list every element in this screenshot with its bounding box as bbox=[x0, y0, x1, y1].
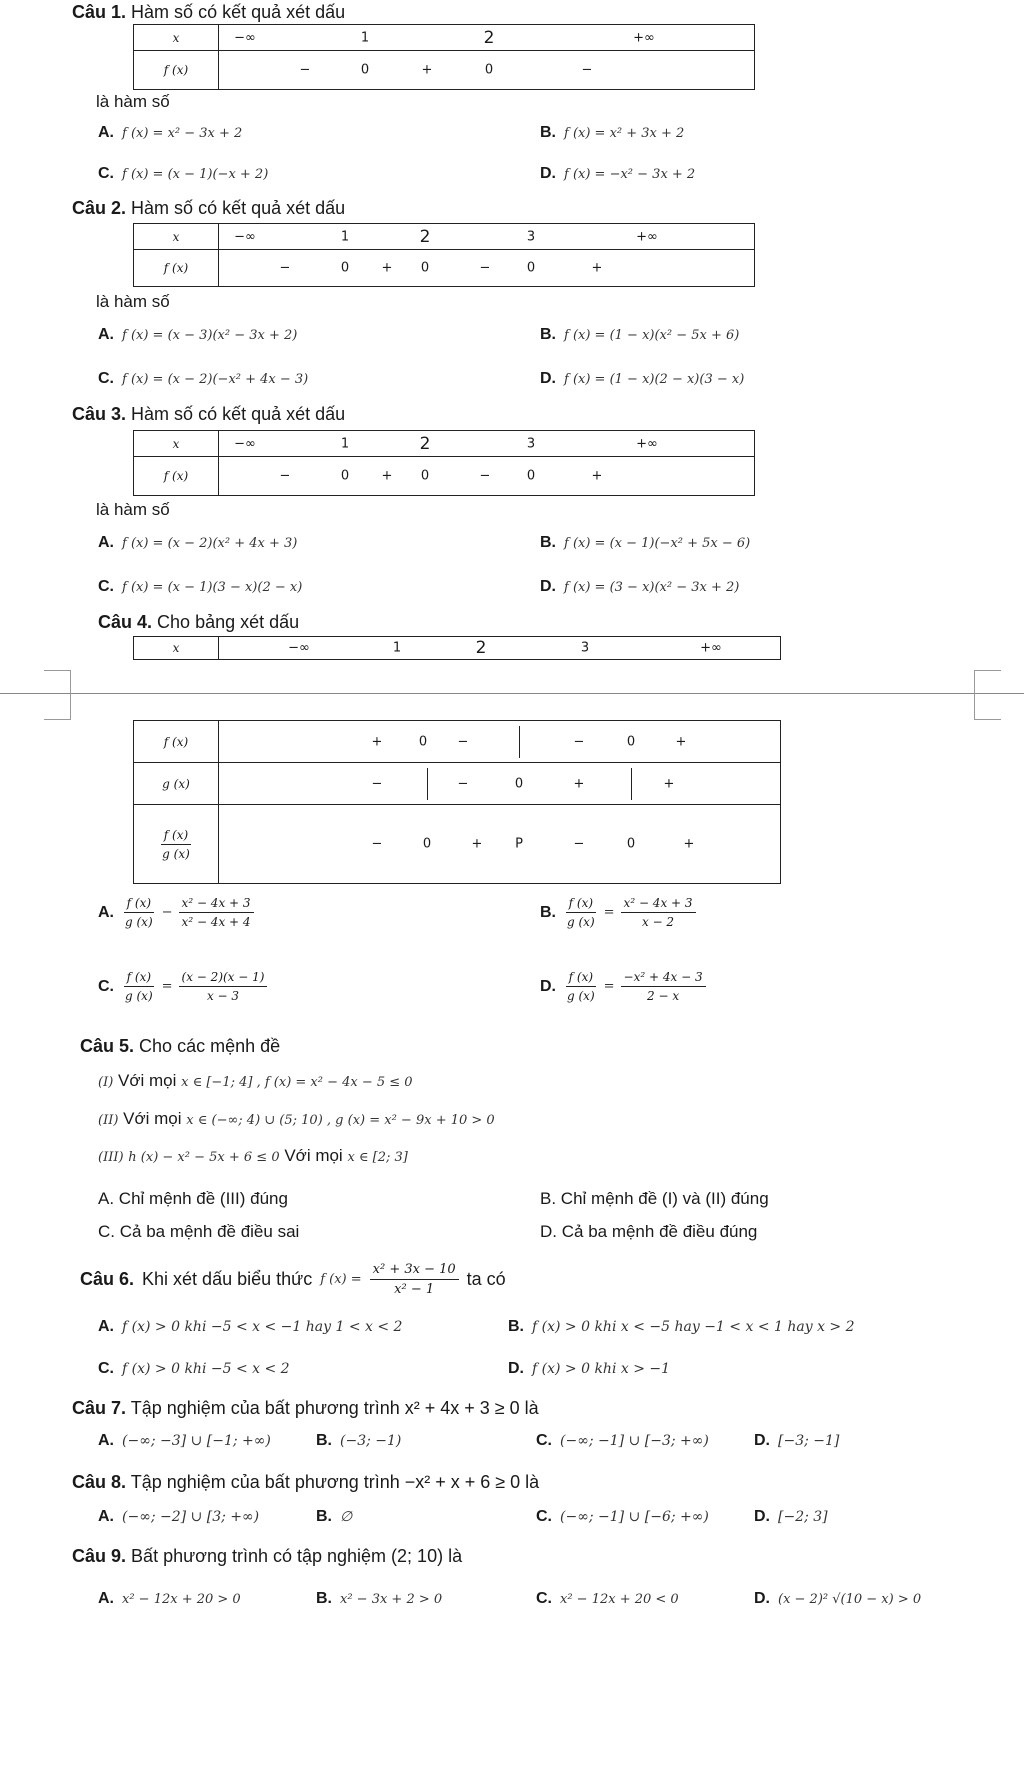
q1-f-mark: − bbox=[299, 62, 311, 78]
q9-option-d[interactable]: D. (x − 2)² √(10 − x) > 0 bbox=[754, 1590, 922, 1607]
q5-option-a[interactable]: A. Chỉ mệnh đề (III) đúng bbox=[98, 1189, 288, 1208]
q4-fg-mark: 0 bbox=[422, 836, 432, 852]
q4-g-mark: + bbox=[573, 776, 585, 791]
q7-option-c[interactable]: C. (−∞; −1] ∪ [−3; +∞) bbox=[536, 1432, 709, 1449]
q1-option-b[interactable]: B. f (x) = x² + 3x + 2 bbox=[540, 124, 685, 141]
q2-f-mark: 0 bbox=[526, 260, 536, 276]
q3-f-mark: − bbox=[279, 468, 291, 484]
q3-x-mark: 3 bbox=[526, 436, 536, 451]
q1-x-mark: −∞ bbox=[234, 30, 256, 45]
q2-option-c[interactable]: C. f (x) = (x − 2)(−x² + 4x − 3) bbox=[98, 370, 309, 387]
q1-x-mark: 2 bbox=[483, 27, 495, 48]
q2-x-mark: 2 bbox=[419, 226, 431, 247]
q1-x-label: x bbox=[172, 30, 180, 45]
q1-x-mark: +∞ bbox=[633, 30, 655, 45]
page-corner-right bbox=[974, 670, 1001, 720]
q8-option-b[interactable]: B. ∅ bbox=[316, 1508, 353, 1525]
q3-x-mark: −∞ bbox=[234, 436, 256, 451]
q3-f-mark: 0 bbox=[526, 468, 536, 484]
q4-f-mark: + bbox=[675, 734, 687, 749]
q6-option-b[interactable]: B. f (x) > 0 khi x < −5 hay −1 < x < 1 hay x > 2 bbox=[508, 1318, 855, 1335]
q1-option-a[interactable]: A. f (x) = x² − 3x + 2 bbox=[98, 124, 243, 141]
q4-g-bar bbox=[427, 768, 428, 800]
q2-title: Câu 2. Hàm số có kết quả xét dấu bbox=[72, 198, 346, 218]
q6-title: Câu 6. Khi xét dấu biểu thức f (x) = $\frac{\text{x² + 3x − 10}}{\text{x² − 1}}$ ta có bbox=[80, 1262, 506, 1297]
q7-title: Câu 7. Tập nghiệm của bất phương trình x² + 4x + 3 ≥ 0 là bbox=[72, 1398, 539, 1418]
q4-f-bar bbox=[519, 726, 520, 758]
q7-option-b[interactable]: B. (−3; −1) bbox=[316, 1432, 402, 1449]
q2-option-a[interactable]: A. f (x) = (x − 3)(x² − 3x + 2) bbox=[98, 326, 298, 343]
q3-option-b[interactable]: B. f (x) = (x − 1)(−x² + 5x − 6) bbox=[540, 534, 751, 551]
q4-x-mark: 2 bbox=[475, 638, 487, 658]
q3-x-mark: +∞ bbox=[636, 436, 658, 451]
q4-f-mark: 0 bbox=[418, 734, 428, 749]
q3-x-mark: 1 bbox=[340, 436, 350, 451]
q3-f-label: f (x) bbox=[163, 469, 189, 483]
q8-title: Câu 8. Tập nghiệm của bất phương trình −x² + x + 6 ≥ 0 là bbox=[72, 1472, 540, 1492]
q4-g-label: g (x) bbox=[162, 776, 190, 791]
q5-title: Câu 5. Cho các mệnh đề bbox=[80, 1036, 281, 1056]
q1-after: là hàm số bbox=[96, 92, 170, 111]
q4-title: Câu 4. Cho bảng xét dấu bbox=[98, 612, 300, 632]
q3-f-mark: + bbox=[381, 468, 393, 484]
q4-fg-mark: − bbox=[371, 836, 383, 852]
q2-f-mark: 0 bbox=[420, 260, 430, 276]
q3-sign-table bbox=[133, 430, 755, 496]
q8-option-c[interactable]: C. (−∞; −1] ∪ [−6; +∞) bbox=[536, 1508, 709, 1525]
q3-f-mark: 0 bbox=[340, 468, 350, 484]
q1-option-c[interactable]: C. f (x) = (x − 1)(−x + 2) bbox=[98, 165, 269, 182]
q2-x-label: x bbox=[172, 229, 180, 244]
q1-title: Câu 1. Hàm số có kết quả xét dấu bbox=[72, 2, 346, 22]
q2-x-mark: 3 bbox=[526, 229, 536, 244]
q4-f-mark: − bbox=[573, 734, 585, 749]
page-break-line bbox=[0, 693, 1024, 694]
q5-option-c[interactable]: C. Cả ba mệnh đề điều sai bbox=[98, 1222, 300, 1241]
q8-option-a[interactable]: A. (−∞; −2] ∪ [3; +∞) bbox=[98, 1508, 260, 1525]
q3-f-mark: 0 bbox=[420, 468, 430, 484]
q2-x-mark: 1 bbox=[340, 229, 350, 244]
q4-fg-mark: 0 bbox=[626, 836, 636, 852]
q4-x-table bbox=[133, 636, 781, 660]
q9-option-c[interactable]: C. x² − 12x + 20 < 0 bbox=[536, 1590, 679, 1607]
q5-option-b[interactable]: B. Chỉ mệnh đề (I) và (II) đúng bbox=[540, 1189, 769, 1208]
q6-option-c[interactable]: C. f (x) > 0 khi −5 < x < 2 bbox=[98, 1360, 290, 1377]
q7-option-d[interactable]: D. [−3; −1] bbox=[754, 1432, 840, 1449]
q2-f-mark: − bbox=[479, 260, 491, 276]
q1-x-mark: 1 bbox=[360, 30, 370, 45]
q4-f-mark: − bbox=[457, 734, 469, 749]
q1-f-mark: 0 bbox=[360, 62, 370, 78]
q3-after: là hàm số bbox=[96, 500, 170, 519]
q4-option-c[interactable]: C. $\frac{f (x)}{g (x)}$ = $\frac{(x - 2)(x - 1)}{x - 3}$ bbox=[98, 970, 267, 1003]
q3-x-label: x bbox=[172, 436, 180, 451]
q4-x-mark: +∞ bbox=[700, 640, 722, 656]
q1-sign-table bbox=[133, 24, 755, 90]
q4-option-b[interactable]: B. $\frac{f (x)}{g (x)}$ = $\frac{\text{x² − 4x + 3}}{x - 2}$ bbox=[540, 896, 696, 929]
q4-option-d[interactable]: D. $\frac{f (x)}{g (x)}$ = $\frac{\text{−x² + 4x − 3}}{2 - x}$ bbox=[540, 970, 706, 1003]
q6-option-d[interactable]: D. f (x) > 0 khi x > −1 bbox=[508, 1360, 671, 1377]
q2-x-mark: +∞ bbox=[636, 229, 658, 244]
q3-f-mark: − bbox=[479, 468, 491, 484]
q4-f-mark: + bbox=[371, 734, 383, 749]
q4-g-mark: + bbox=[663, 776, 675, 791]
q4-g-mark: − bbox=[457, 776, 469, 791]
q4-g-mark: − bbox=[371, 776, 383, 791]
q4-fg-mark: − bbox=[573, 836, 585, 852]
q4-option-a[interactable]: A. $\frac{f (x)}{g (x)}$ − $\frac{\text{x² − 4x + 3}}{\text{x² − 4x + 4}}$ bbox=[98, 896, 254, 929]
q1-option-d[interactable]: D. f (x) = −x² − 3x + 2 bbox=[540, 165, 696, 182]
q7-option-a[interactable]: A. (−∞; −3] ∪ [−1; +∞) bbox=[98, 1432, 271, 1449]
q2-f-label: f (x) bbox=[163, 261, 189, 275]
q2-option-d[interactable]: D. f (x) = (1 − x)(2 − x)(3 − x) bbox=[540, 370, 745, 387]
q4-x-mark: 1 bbox=[392, 640, 402, 656]
q4-x-mark: −∞ bbox=[288, 640, 310, 656]
q5-statement-1: (I) Với mọi x ∈ [−1; 4] , f (x) = x² − 4x − 5 ≤ 0 bbox=[98, 1071, 413, 1090]
q2-f-mark: + bbox=[591, 260, 603, 276]
q3-option-d[interactable]: D. f (x) = (3 − x)(x² − 3x + 2) bbox=[540, 578, 740, 595]
q5-statement-3: (III) h (x) − x² − 5x + 6 ≤ 0 Với mọi x ∈ [2; 3] bbox=[98, 1146, 408, 1165]
q2-after: là hàm số bbox=[96, 292, 170, 311]
page-corner-left bbox=[44, 670, 71, 720]
q4-g-bar bbox=[631, 768, 632, 800]
q4-sign-table bbox=[133, 720, 781, 884]
q2-x-mark: −∞ bbox=[234, 229, 256, 244]
q5-option-d[interactable]: D. Cả ba mệnh đề điều đúng bbox=[540, 1222, 758, 1241]
q1-f-label: f (x) bbox=[163, 63, 189, 77]
q3-f-mark: + bbox=[591, 468, 603, 484]
q2-f-mark: 0 bbox=[340, 260, 350, 276]
q4-x-mark: 3 bbox=[580, 640, 590, 656]
q2-option-b[interactable]: B. f (x) = (1 − x)(x² − 5x + 6) bbox=[540, 326, 740, 343]
q1-f-mark: 0 bbox=[484, 62, 494, 78]
q2-sign-table bbox=[133, 223, 755, 287]
q6-option-a[interactable]: A. f (x) > 0 khi −5 < x < −1 hay 1 < x < 2 bbox=[98, 1318, 403, 1335]
q9-option-b[interactable]: B. x² − 3x + 2 > 0 bbox=[316, 1590, 443, 1607]
q1-f-mark: − bbox=[581, 62, 593, 78]
q4-fg-mark: + bbox=[471, 836, 483, 852]
q2-f-mark: + bbox=[381, 260, 393, 276]
q3-x-mark: 2 bbox=[419, 433, 431, 454]
q4-g-mark: 0 bbox=[514, 776, 524, 791]
q3-option-c[interactable]: C. f (x) = (x − 1)(3 − x)(2 − x) bbox=[98, 578, 303, 595]
q4-fg-mark: + bbox=[683, 836, 695, 852]
q2-f-mark: − bbox=[279, 260, 291, 276]
q4-f-mark: 0 bbox=[626, 734, 636, 749]
q9-title: Câu 9. Bất phương trình có tập nghiệm (2; 10) là bbox=[72, 1546, 463, 1566]
q3-option-a[interactable]: A. f (x) = (x − 2)(x² + 4x + 3) bbox=[98, 534, 298, 551]
q4-f-label: f (x) bbox=[163, 734, 189, 749]
q4-x-label: x bbox=[172, 641, 180, 655]
q8-option-d[interactable]: D. [−2; 3] bbox=[754, 1508, 828, 1525]
q1-f-mark: + bbox=[421, 62, 433, 78]
q4-fg-label: $\frac{f (x)}{g (x)}$ bbox=[162, 827, 190, 861]
q3-title: Câu 3. Hàm số có kết quả xét dấu bbox=[72, 404, 346, 424]
q4-fg-mark: P bbox=[515, 836, 523, 852]
q9-option-a[interactable]: A. x² − 12x + 20 > 0 bbox=[98, 1590, 241, 1607]
q5-statement-2: (II) Với mọi x ∈ (−∞; 4) ∪ (5; 10) , g (x) = x² − 9x + 10 > 0 bbox=[98, 1109, 495, 1128]
